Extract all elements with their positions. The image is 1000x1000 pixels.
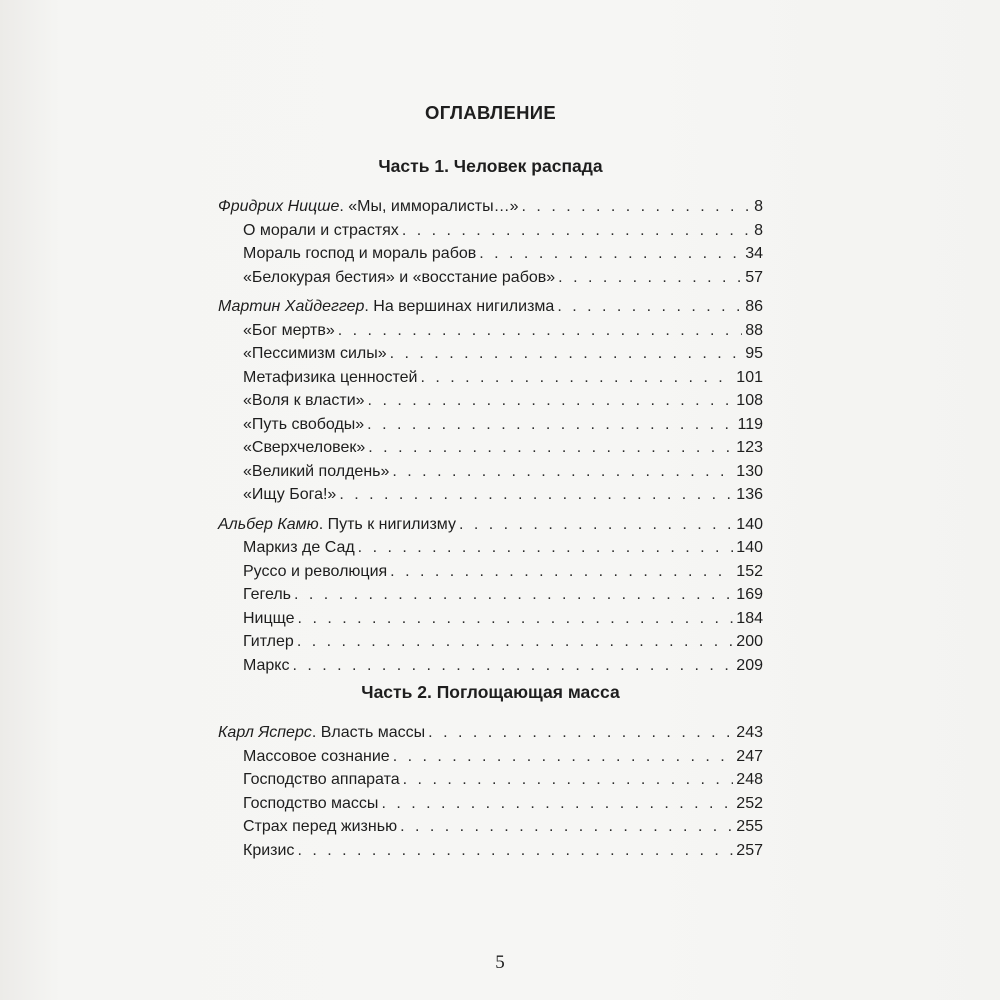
section-label [218,195,519,219]
chapter-entry [218,436,763,460]
chapter-label: Господство аппарата [243,771,400,788]
chapter-page: 247 [736,747,763,765]
section-label [218,295,554,319]
chapter-entry [218,219,763,243]
chapter-page: 34 [745,245,763,262]
chapter-label: Гегель [243,586,292,603]
chapter-label: Метафизика ценностей [243,368,418,386]
chapter-entry [218,745,763,769]
dot-leader [400,815,733,839]
chapter-label: «Путь свободы» [243,415,365,433]
author-name: Карл Ясперс [218,724,312,741]
work-title: . «Мы, имморалисты…» [339,198,519,215]
chapter-page: 95 [745,345,763,362]
chapter-label: Руссо и революция [243,562,388,580]
chapter-page: 88 [745,321,763,339]
chapter-label: Кризис [243,841,295,859]
chapter-entry [218,389,763,413]
chapter-entry [218,630,763,654]
chapter-entry [218,839,763,863]
dot-leader [459,513,733,537]
chapter-entry [218,536,763,560]
dot-leader [479,242,742,266]
chapter-page: 8 [754,221,763,239]
dot-leader [358,536,734,560]
chapter-entry [218,242,763,266]
chapter-entry [218,319,763,343]
chapter-label: «Пессимизм силы» [243,345,387,362]
chapter-entry [218,560,763,584]
chapter-label: Мораль господ и мораль рабов [243,245,477,262]
chapter-page: 108 [736,392,763,409]
dot-leader [402,219,751,243]
chapter-label: «Бог мертв» [243,321,335,339]
part-heading: Часть 2. Поглощающая масса [361,682,620,702]
section-page: 86 [745,298,763,315]
dot-leader [297,839,733,863]
chapter-label: Господство массы [243,794,379,812]
chapter-entry [218,815,763,839]
dot-leader [298,607,734,631]
chapter-entry [218,768,763,792]
chapter-entry [218,607,763,631]
chapter-page: 255 [736,818,763,835]
chapter-entry [218,366,763,390]
chapter-entry [218,654,763,678]
section-page: 8 [754,198,763,215]
author-name: Мартин Хайдеггер [218,298,365,315]
work-title: . Путь к нигилизму [318,515,456,533]
dot-leader [390,560,733,584]
dot-leader [368,389,734,413]
chapter-page: 184 [736,609,763,627]
chapter-page: 136 [736,486,763,503]
toc-parts [218,151,763,862]
dot-leader [338,319,742,343]
dot-leader [339,483,733,507]
dot-leader [392,460,733,484]
dot-leader [294,583,733,607]
toc-part [218,151,763,677]
dot-leader [403,768,734,792]
section-label [218,513,456,537]
chapter-entry [218,342,763,366]
section-page: 243 [736,724,763,741]
dot-leader [381,792,733,816]
chapter-page: 152 [736,562,763,580]
toc-title: ОГЛАВЛЕНИЕ [425,102,556,123]
section-entry [218,295,763,319]
chapter-label: Страх перед жизнью [243,818,398,835]
chapter-label: Маркс [243,656,290,674]
dot-leader [522,195,752,219]
chapter-label: «Сверхчеловек» [243,439,366,456]
dot-leader [428,721,733,745]
chapter-page: 257 [736,841,763,859]
chapter-page: 119 [737,415,763,433]
dot-leader [297,630,733,654]
work-title: . Власть массы [311,724,426,741]
chapter-entry [218,583,763,607]
section-page: 140 [736,515,763,533]
chapter-label: «Белокурая бестия» и «восстание рабов» [243,268,556,286]
author-name: Альбер Камю [218,515,319,533]
chapter-page: 130 [736,462,763,480]
chapter-page: 209 [736,656,763,674]
chapter-page: 248 [736,771,763,788]
part-heading: Часть 1. Человек распада [378,156,603,176]
chapter-label: О морали и страстях [243,221,399,239]
chapter-entry [218,483,763,507]
chapter-label: «Ищу Бога!» [243,486,337,503]
chapter-entry [218,266,763,290]
chapter-entry [218,460,763,484]
chapter-page: 169 [736,586,763,603]
chapter-label: «Великий полдень» [243,462,390,480]
section-entry [218,721,763,745]
chapter-label: Маркиз де Сад [243,539,355,556]
page-number: 5 [495,952,505,973]
section-entry [218,195,763,219]
dot-leader [420,366,733,390]
chapter-entry [218,792,763,816]
toc-part [218,677,763,862]
chapter-label: Массовое сознание [243,747,390,765]
work-title: . На вершинах нигилизма [364,298,555,315]
chapter-label: «Воля к власти» [243,392,365,409]
chapter-label: Ницще [243,609,295,627]
chapter-page: 101 [736,368,763,386]
dot-leader [557,295,742,319]
chapter-entry [218,413,763,437]
chapter-page: 123 [736,439,763,456]
chapter-page: 200 [736,633,763,650]
dot-leader [368,436,733,460]
dot-leader [558,266,742,290]
chapter-label: Гитлер [243,633,294,650]
dot-leader [292,654,733,678]
chapter-page: 57 [745,268,763,286]
section-label [218,721,425,745]
dot-leader [367,413,734,437]
table-of-contents [218,98,763,862]
section-entry [218,513,763,537]
chapter-page: 252 [736,794,763,812]
dot-leader [393,745,734,769]
author-name: Фридрих Ницше [218,198,340,215]
dot-leader [390,342,743,366]
chapter-page: 140 [736,539,763,556]
